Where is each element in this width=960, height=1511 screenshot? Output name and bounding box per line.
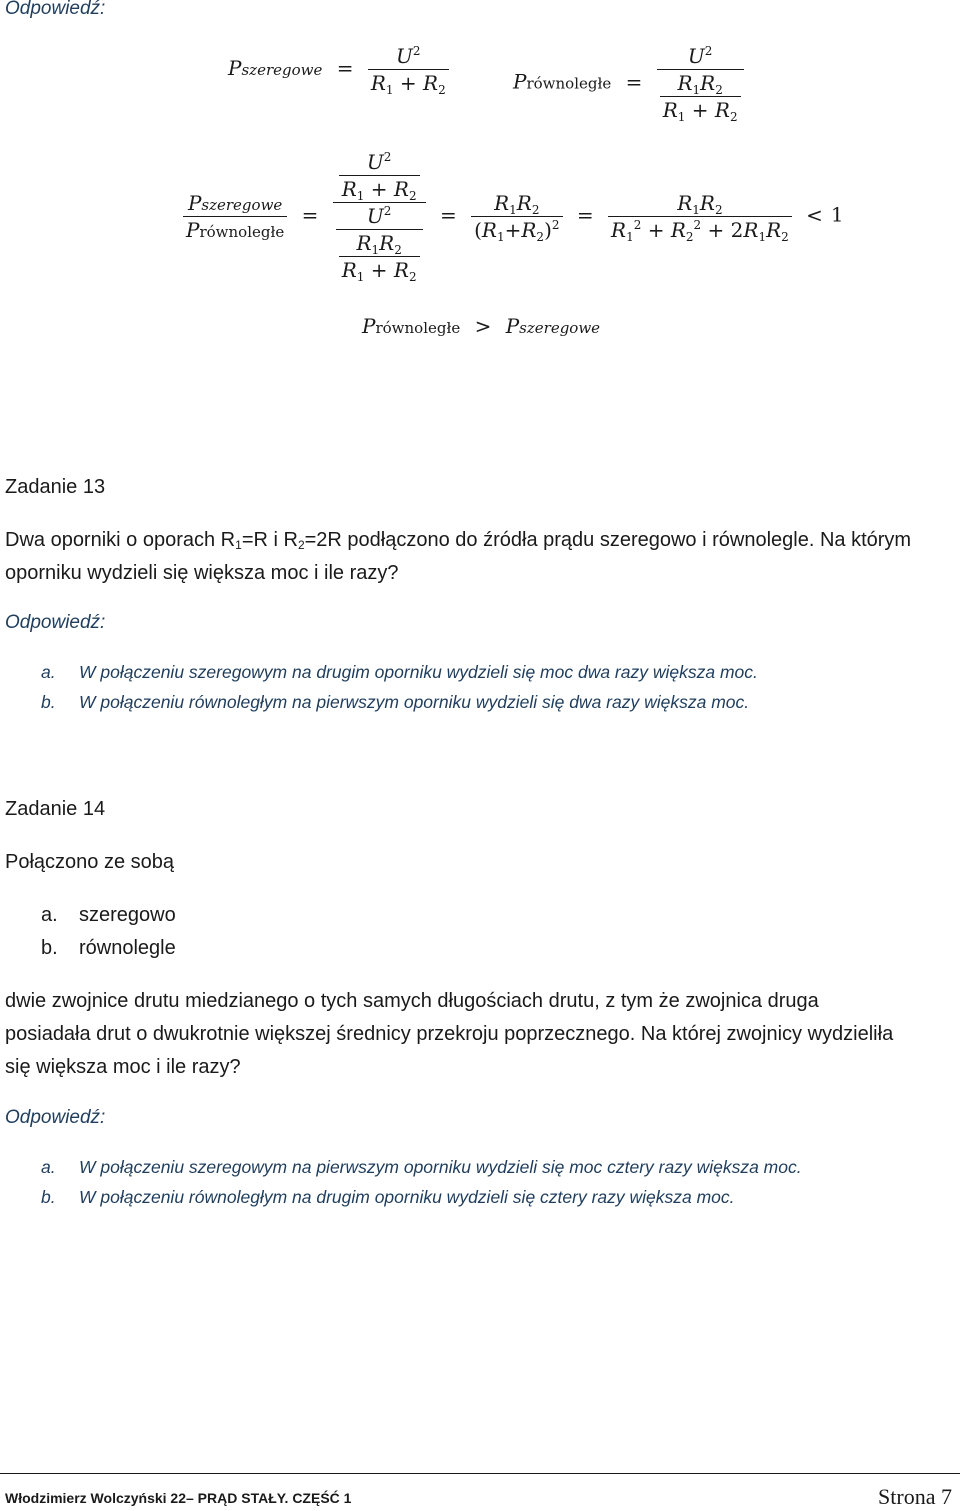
task14-option-a: a. szeregowo (41, 904, 176, 926)
task13-answer-b: b. W połączeniu równoległym na pierwszym oporniku wydzieli się dwa razy większa moc. (41, 692, 750, 712)
formula-parallel-power: Prównoległe = $\frac{U^2}{\frac{R_1R_2}{R_1 + R_2}}$ (513, 44, 744, 122)
task13-answer-a: a. W połączeniu szeregowym na drugim oporniku wydzieli się moc dwa razy większa moc. (41, 662, 758, 682)
task14-question-line1: dwie zwojnice drutu miedzianego o tych samych długościach drutu, z tym że zwojnica druga (5, 990, 819, 1012)
task14-answer-label: Odpowiedź: (5, 1107, 106, 1128)
task13-heading: Zadanie 13 (5, 476, 106, 498)
page-number: Strona 7 (878, 1484, 952, 1509)
task13-answer-label: Odpowiedź: (5, 612, 106, 633)
task14-question-line2: posiadała drut o dwukrotnie większej średnicy przekroju poprzecznego. Na której zwojnicy wydzieliła (5, 1023, 894, 1045)
formula-power-ratio: $\frac{\text{Pszeregowe}}{\text{Prównoległe}}$ = $\frac{\frac{U^2}{R_1 + R_2}}{\frac{U^2}{\frac{R_1R_2}{R_1 + R_2}}}$ = $\frac{R_1R_2}{(R_1+R_2)^2}$ = $\frac{R_1R_2}{R_1^2 + R_2^2 + 2R_1R_2}$ < 1 (183, 150, 844, 282)
formula-series-power: Pszeregowe = $\frac{U^2}{R_1 + R_2}$ (228, 44, 449, 95)
task14-answer-a: a. W połączeniu szeregowym na pierwszym oporniku wydzieli się moc cztery razy większa moc. (41, 1157, 802, 1177)
task14-heading: Zadanie 14 (5, 798, 106, 820)
task14-intro: Połączono ze sobą (5, 851, 175, 873)
task14-option-b: b. równolegle (41, 937, 176, 959)
footer-author: Włodzimierz Wolczyński 22– PRĄD STAŁY. CZĘŚĆ 1 (5, 1490, 352, 1506)
task14-question-line3: się większa moc i ile razy? (5, 1056, 241, 1078)
answer-label-top: Odpowiedź: (5, 0, 106, 19)
task14-answer-b: b. W połączeniu równoległym na drugim oporniku wydzieli się cztery razy większa moc. (41, 1187, 735, 1207)
task13-question-line2: oporniku wydzieli się większa moc i ile razy? (5, 562, 399, 584)
task13-question-line1: Dwa oporniki o oporach $R_1=R$ i $R_2=2R$ podłączono do źródła prądu szeregowo i równolegle. Na którym (5, 529, 912, 552)
footer-divider (0, 1473, 960, 1474)
formula-conclusion: Prównoległe > Pszeregowe (362, 314, 601, 338)
